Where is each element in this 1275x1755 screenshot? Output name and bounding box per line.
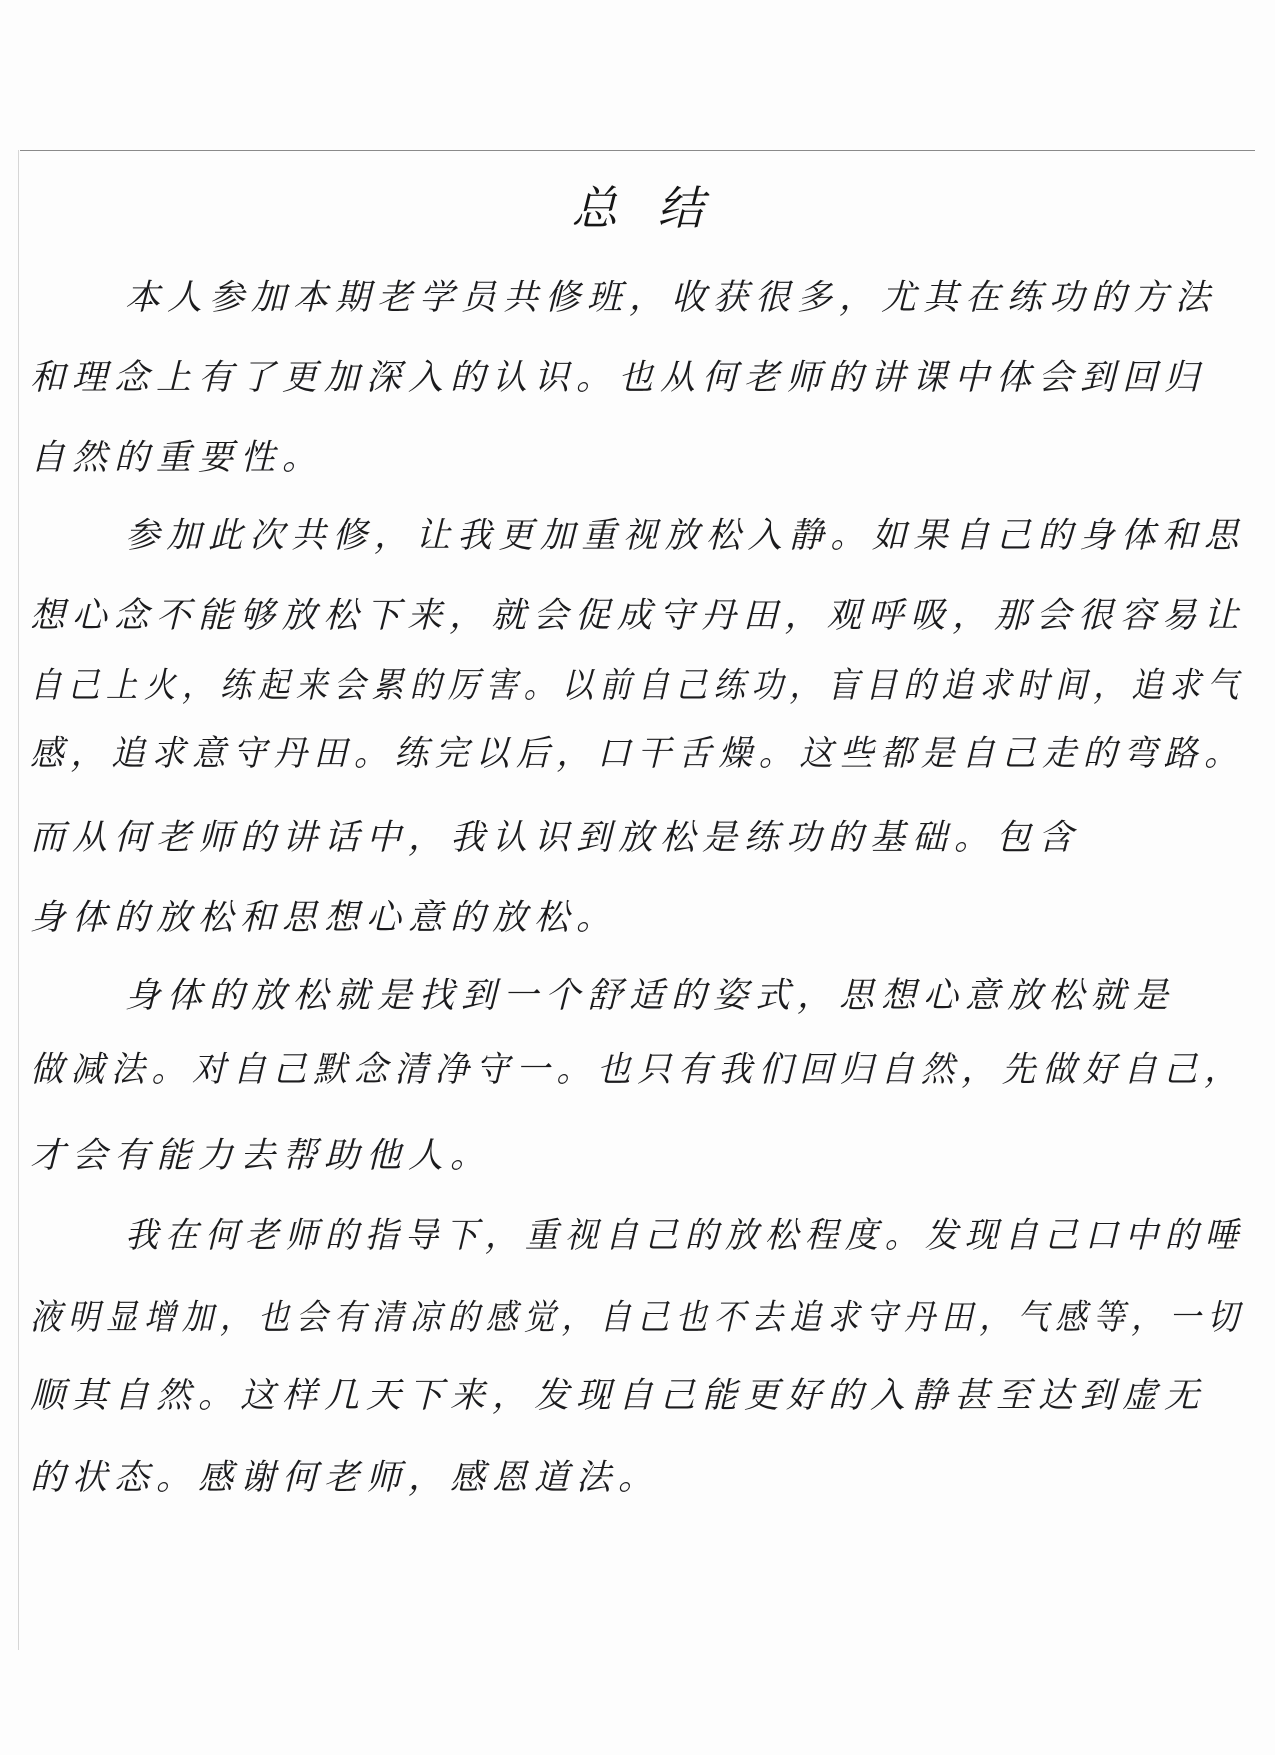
text-line: 身体的放松和思想心意的放松。 [30, 898, 619, 938]
text-line: 自然的重要性。 [30, 438, 325, 478]
page-top-rule [20, 150, 1255, 151]
text-line: 参加此次共修，让我更加重视放松入静。如果自己的身体和思 [125, 516, 1246, 556]
text-line: 和理念上有了更加深入的认识。也从何老师的讲课中体会到回归 [30, 358, 1207, 398]
text-line: 感，追求意守丹田。练完以后，口干舌燥。这些都是自己走的弯路。 [30, 734, 1245, 774]
text-line: 本人参加本期老学员共修班，收获很多，尤其在练功的方法 [125, 278, 1218, 318]
text-line: 液明显增加，也会有清凉的感觉，自己也不去追求守丹田，气感等，一切 [30, 1298, 1245, 1338]
text-line: 想心念不能够放松下来，就会促成守丹田，观呼吸，那会很容易让 [30, 596, 1246, 636]
text-line: 顺其自然。这样几天下来，发现自己能更好的入静甚至达到虚无 [30, 1376, 1207, 1416]
text-line: 而从何老师的讲话中，我认识到放松是练功的基础。包含 [30, 818, 1081, 858]
text-line: 我在何老师的指导下，重视自己的放松程度。发现自己口中的唾 [125, 1216, 1245, 1256]
text-line: 自己上火，练起来会累的厉害。以前自己练功，盲目的追求时间，追求气 [30, 666, 1245, 706]
text-line: 做减法。对自己默念清净守一。也只有我们回归自然，先做好自己， [30, 1050, 1245, 1090]
text-line: 才会有能力去帮助他人。 [30, 1136, 493, 1176]
document-title: 总结 [571, 181, 744, 235]
text-line: 身体的放松就是找到一个舒适的姿式，思想心意放松就是 [125, 976, 1176, 1016]
page-left-edge [18, 150, 19, 1650]
text-line: 的状态。感谢何老师，感恩道法。 [30, 1458, 661, 1498]
